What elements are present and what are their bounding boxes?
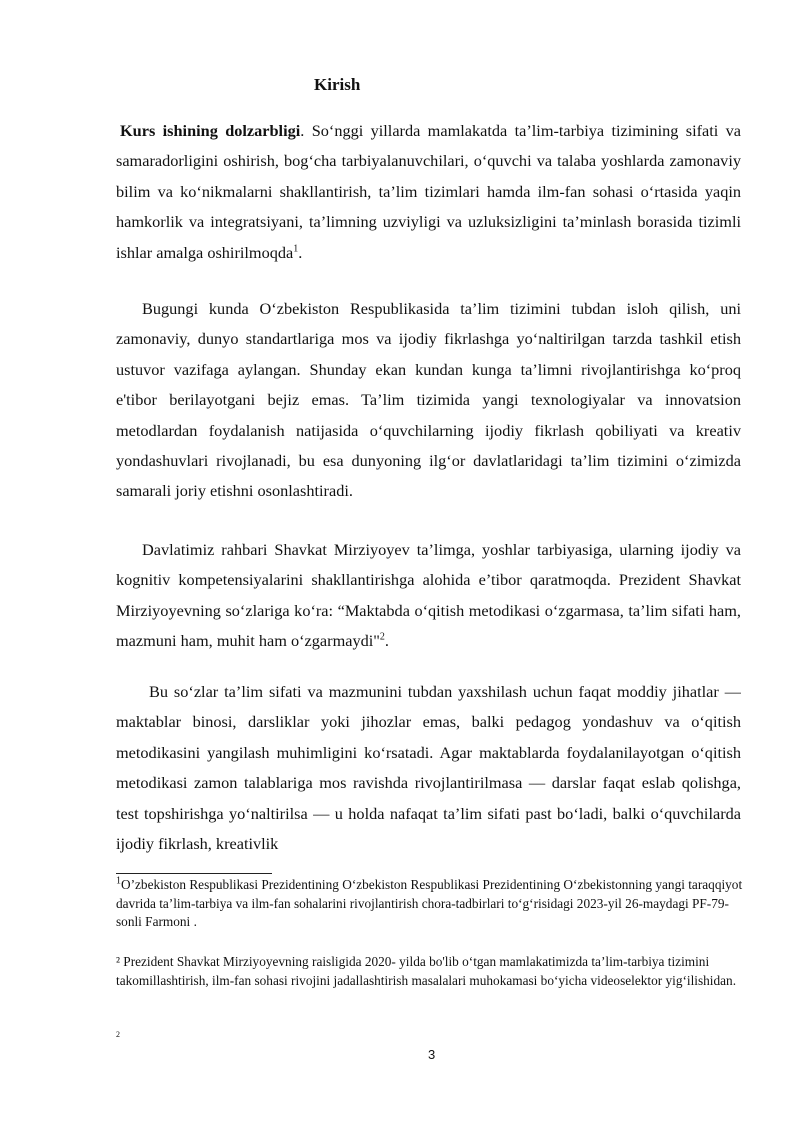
paragraph-3-text: Davlatimiz rahbari Shavkat Mirziyoyev ta’limga, yoshlar tarbiyasiga, ularning ijodiy va kognitiv kompetensiyalarini shakllantirishga alohida e’tibor qaratmoqda. Prezident Shavkat Mirziyoyevning so‘zlariga ko‘ra: “Maktabda o‘qitish metodikasi o‘zgarmasa, ta’lim sifati ham, mazmuni ham, muhit ham o‘zgarmaydi" — [116, 540, 741, 651]
page-number: 3 — [428, 1047, 436, 1062]
footnote-ref-2[interactable]: 2 — [379, 631, 385, 643]
paragraph-2-text: Bugungi kunda O‘zbekiston Respublikasida ta’lim tizimini tubdan isloh qilish, uni zamonaviy, dunyo standartlariga mos va ijodiy fikrlashga yo‘naltirilgan tarzda tashkil etish ustuvor vazifaga aylangan. Shunday ekan kundan kunga ta’limni rivojlantirishga ko‘proq e'tibor berilayotgani bejiz emas. Ta’lim tizimida yangi texnologiyalar va innovatsion metodlardan foydalanish natijasida o‘quvchilarning ijodiy fikrlash qobiliyati va kreativ yondashuvlari rivojlanadi, bu esa dunyoning ilg‘or davlatlaridagi ta’lim tizimini o‘zimizda samarali joriy etishni osonlashtiradi. — [116, 299, 741, 501]
paragraph-3 — [116, 535, 741, 657]
paragraph-1 — [116, 116, 741, 268]
section-title: Kirish — [314, 75, 361, 94]
paragraph-1-text: . So‘nggi yillarda mamlakatda ta’lim-tarbiya tizimining sifati va samaradorligini oshirish, bog‘cha tarbiyalanuvchilari, o‘quvchi va talaba yoshlarda zamonaviy bilim va ko‘nikmalarni shakllantirish, ta’lim tizimlari hamda ilm-fan sohasi o‘rtasida yaqin hamkorlik va integratsiyani, ta’limning uzviyligi va uzluksizligini ta’minlash borasida tizimli ishlar amalga oshirilmoqda — [116, 121, 741, 262]
paragraph-1-lead: Kurs ishining dolzarbligi — [120, 121, 301, 140]
paragraph-4-text: Bu so‘zlar ta’lim sifati va mazmunini tubdan yaxshilash uchun faqat moddiy jihatlar — maktablar binosi, darsliklar yoki jihozlar emas, balki pedagog yondashuv va o‘qitish metodikasini yangilash muhimligini ko‘rsatadi. Agar maktablarda foydalanilayotgan o‘qitish metodikasi zamon talablariga mos ravishda rivojlantirilmasa — darslar faqat eslab qolishga, test topshirishga yo‘naltirilsa — u holda nafaqat ta’lim sifati past bo‘ladi, balki o‘quvchilarda ijodiy fikrlash, kreativlik — [116, 682, 741, 854]
footnote-separator — [116, 873, 272, 874]
footnote-2: ² Prezident Shavkat Mirziyoyevning raisligida 2020- yilda bo'lib o‘tgan mamlakatimizda ta’lim-tarbiya tizimini takomillashtirish, ilm-fan sohasi rivojini jadallashtirish masalalari muhokamasi bo‘yicha videoselektor yig‘ilishidan. — [116, 954, 737, 988]
footnote-ref-1[interactable]: 1 — [293, 243, 299, 255]
paragraph-1-end: . — [298, 242, 303, 262]
footnote-1 — [116, 876, 746, 932]
paragraph-2 — [116, 294, 741, 507]
paragraph-4 — [116, 677, 741, 877]
paragraph-3-end: . — [384, 631, 389, 651]
footnote-1-mark: 1 — [116, 875, 121, 887]
footnote-1-text: O’zbekiston Respublikasi Prezidentining O‘zbekiston Respublikasi Prezidentining O‘zbekistonning yangi taraqqiyot davrida ta’lim-tarbiya va ilm-fan sohalarini rivojlantirish chora-tadbirlari to‘g‘risidagi 2023-yil 26-maydagi PF-79-sonli Farmoni . — [116, 877, 743, 929]
stray-footnote-mark: 2 — [116, 1030, 120, 1039]
